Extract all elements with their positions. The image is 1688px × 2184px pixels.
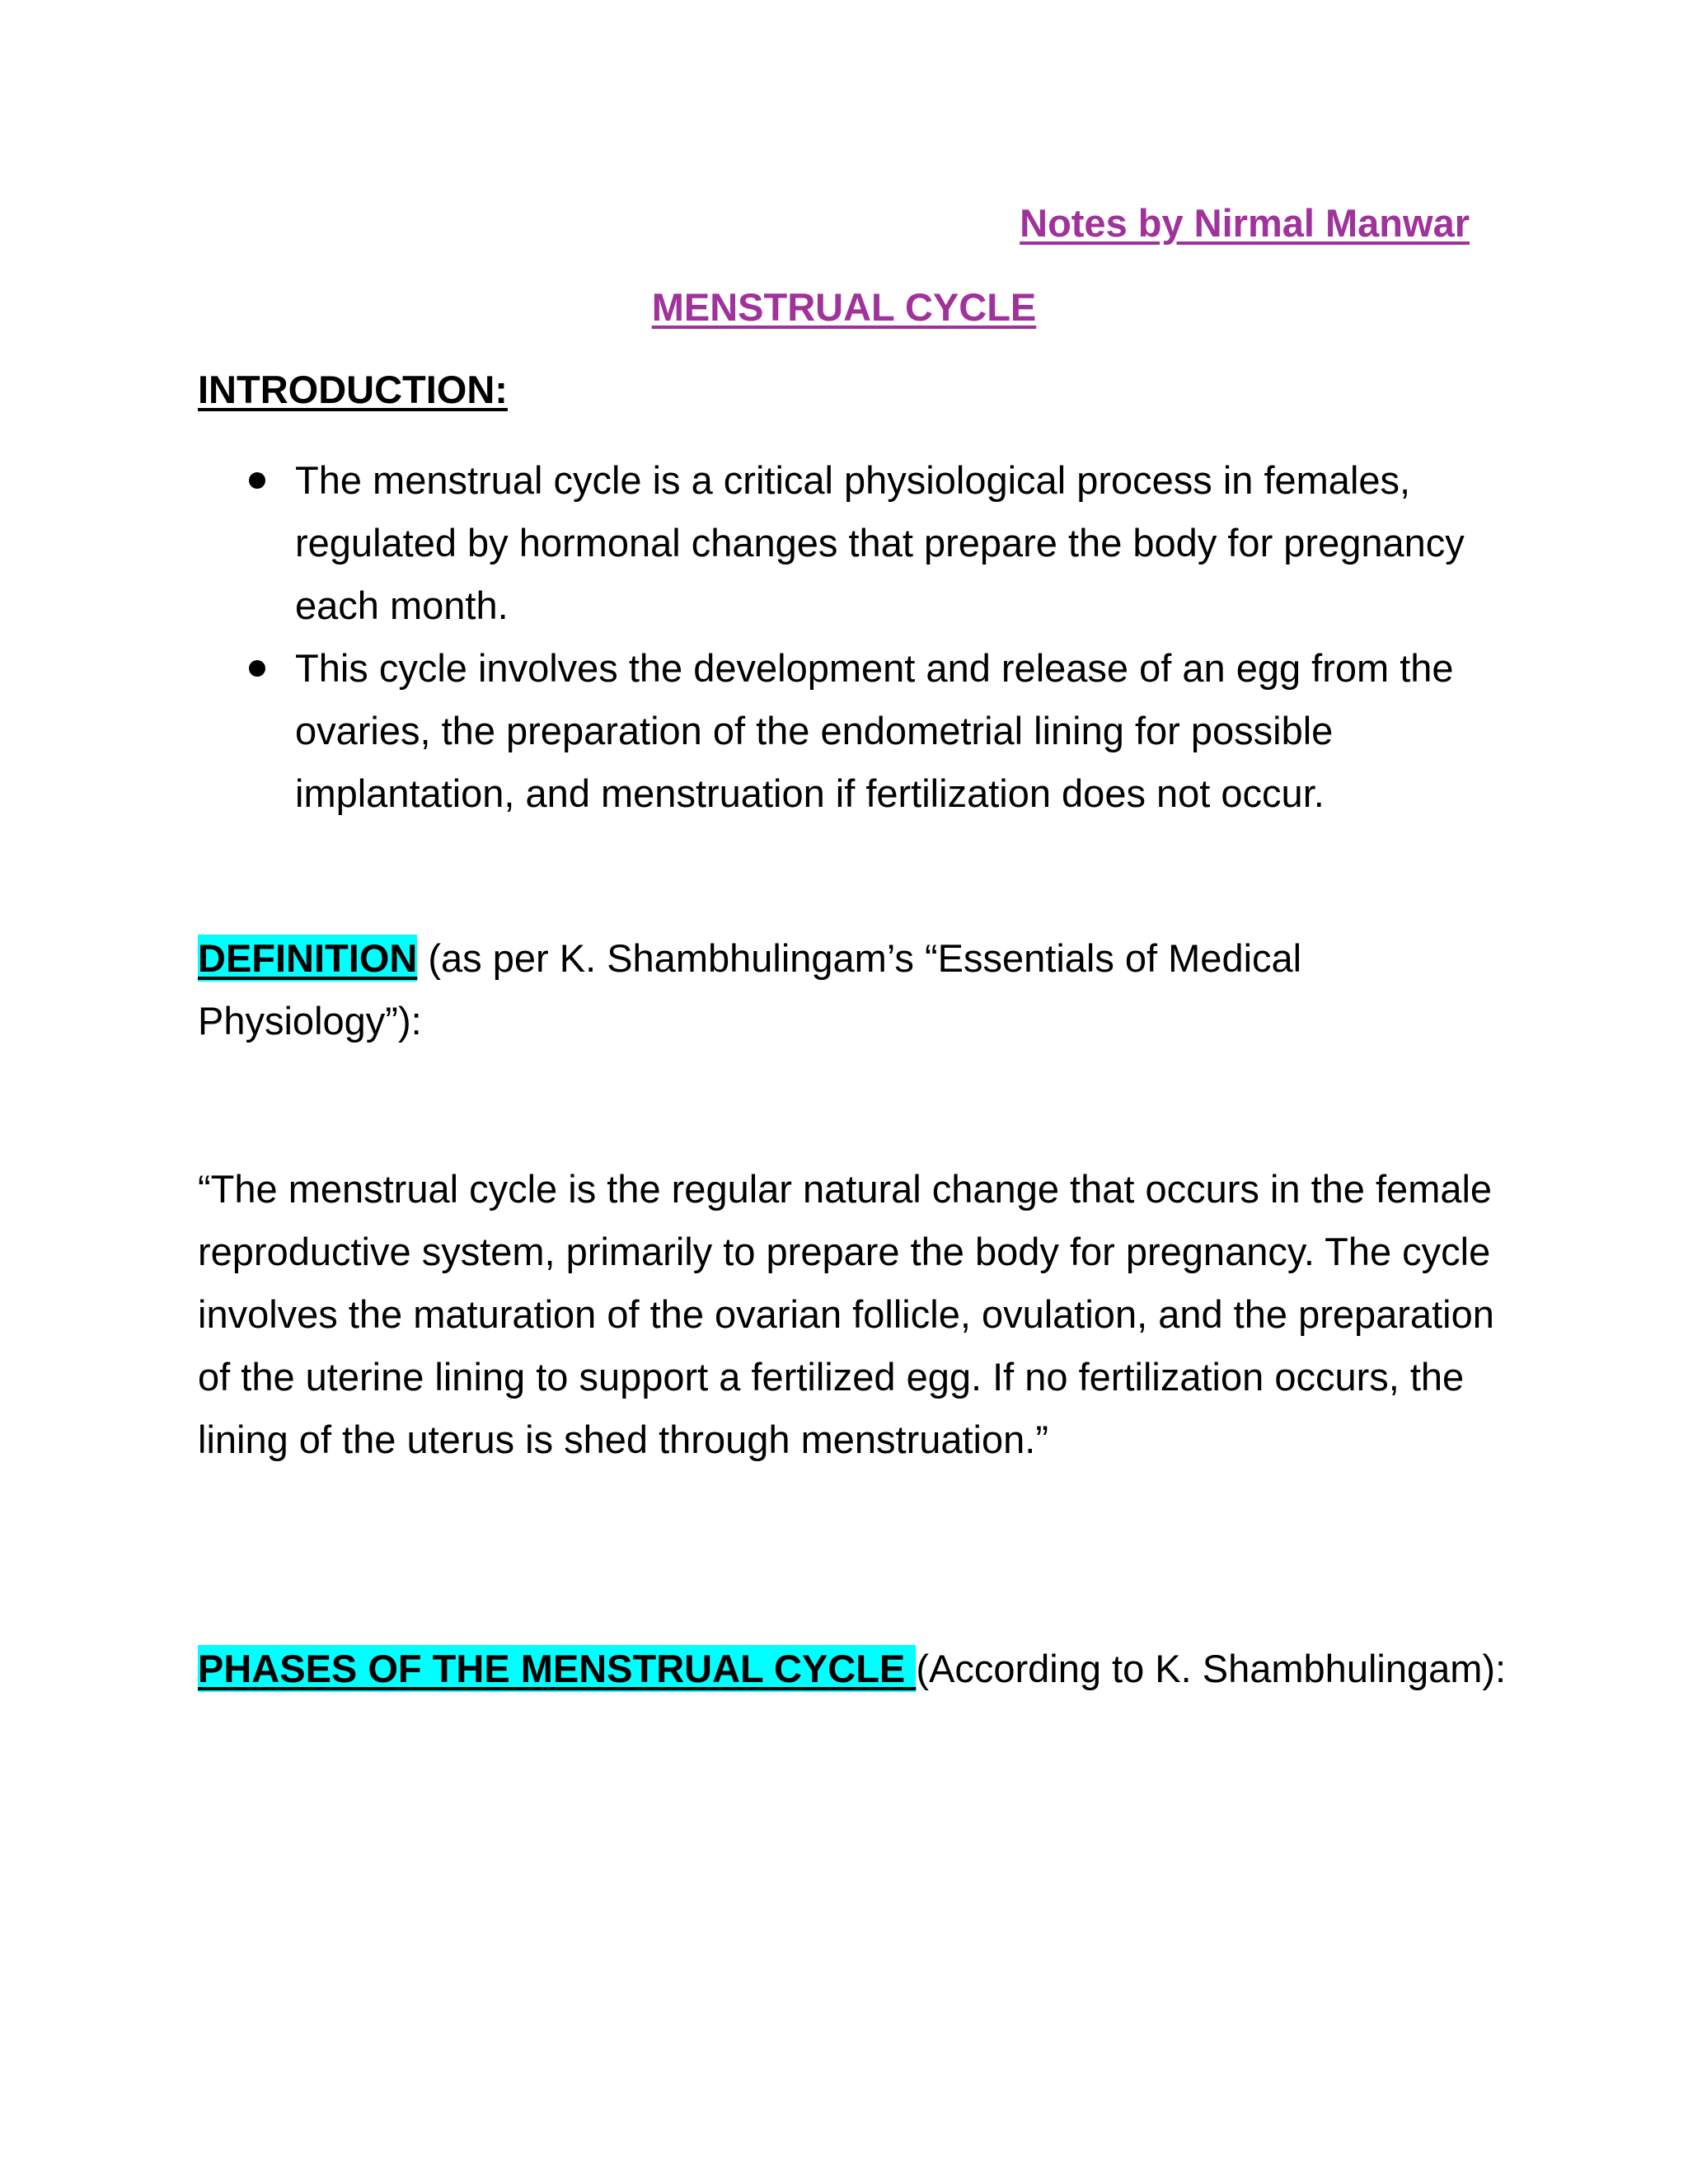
bullet-icon — [249, 660, 265, 677]
introduction-list — [198, 449, 1484, 825]
definition-heading: DEFINITION — [198, 936, 418, 980]
phases-heading-line — [198, 1638, 1507, 1700]
bullet-icon — [249, 472, 265, 489]
introduction-heading: INTRODUCTION: — [198, 368, 508, 411]
phases-heading: PHASES OF THE MENSTRUAL CYCLE — [198, 1647, 917, 1690]
phases-source: (According to K. Shambhulingam): — [916, 1647, 1507, 1690]
list-item — [198, 637, 1484, 825]
document-title: MENSTRUAL CYCLE — [651, 285, 1037, 329]
list-item — [198, 449, 1484, 637]
definition-heading-line — [198, 927, 1500, 1052]
list-item-text: This cycle involves the development and release of an egg from the ovaries, the preparation of the endometrial lining for possible implantation, and menstruation if fertilization does not occur. — [295, 646, 1454, 815]
definition-quote: “The menstrual cycle is the regular natural change that occurs in the female reproductive system, primarily to prepare the body for pregnancy. The cycle involves the maturation of the ovarian follicle, ovulation, and the preparation of the uterine lining to support a fertilized egg. If no fertilization occurs, the lining of the uterus is shed through menstruation.” — [198, 1167, 1494, 1461]
definition-source: (as per K. Shambhulingam’s “Essentials of Medical Physiology”): — [198, 936, 1302, 1043]
list-item-text: The menstrual cycle is a critical physiological process in females, regulated by hormonal changes that prepare the body for pregnancy each month. — [295, 458, 1465, 627]
author-credit: Notes by Nirmal Manwar — [1020, 201, 1470, 245]
